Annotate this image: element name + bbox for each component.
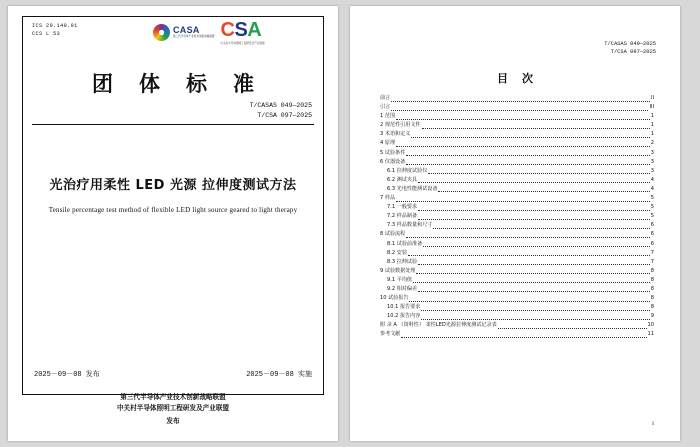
toc-entry-label: 7 样品 (380, 195, 396, 202)
toc-entry-label: 7.2 样品制备 (387, 213, 418, 220)
toc-entry-label: 9.1 平均值 (387, 276, 413, 283)
toc-leader-dots (409, 300, 649, 302)
toc-entry-label: 7.3 样品数量和尺寸 (387, 222, 433, 229)
toc-page (350, 6, 680, 441)
toc-leader-dots (401, 336, 646, 338)
toc-entry-label: 6.3 光电性能测试设备 (387, 185, 438, 192)
toc-entry[interactable] (380, 303, 654, 312)
toc-entry-label: 10.2 报告内容 (387, 313, 421, 320)
toc-leader-dots (396, 200, 650, 202)
toc-leader-dots (428, 172, 649, 174)
toc-entry-page: 8 (650, 295, 654, 302)
toc-entry-label: 6 仪器设备 (380, 158, 406, 165)
csa-subtitle: 中关村半导体照明工程研发及产业联盟 (220, 42, 265, 45)
toc-entry-page: 7 (650, 249, 654, 256)
casa-logo (153, 24, 215, 41)
issue-label: 发布 (166, 417, 180, 425)
toc-entry-label: 8.2 安装 (387, 249, 407, 256)
toc-entry-label: 9.2 相对偏差 (387, 285, 418, 292)
toc-leader-dots (391, 109, 648, 111)
issuer-line-1: 第三代半导体产业技术创新战略联盟 (120, 393, 226, 401)
standard-numbers (250, 101, 312, 121)
standard-rule (32, 124, 314, 125)
toc-entry-label: 3 术语和定义 (380, 131, 411, 138)
toc-entry[interactable] (380, 240, 654, 249)
toc-entry[interactable] (380, 276, 654, 285)
toc-entry-page: 5 (650, 204, 654, 211)
toc-entry[interactable] (380, 194, 654, 203)
toc-entry[interactable] (380, 285, 654, 294)
toc-entry-page: 8 (650, 267, 654, 274)
toc-entry-page: 11 (647, 331, 654, 338)
toc-entry[interactable] (380, 112, 654, 121)
toc-leader-dots (406, 163, 650, 165)
toc-entry-label: 6.1 拉伸度试验仪 (387, 167, 428, 174)
toc-entry-label: 8.3 拉伸试验 (387, 258, 418, 265)
toc-leader-dots (391, 100, 650, 102)
toc-entry-page: 3 (650, 149, 654, 156)
ccs-line: CCS L 53 (32, 31, 61, 37)
toc-entry-label: 6.2 测试夹具 (387, 176, 418, 183)
toc-entry-page: 5 (650, 195, 654, 202)
issuer-line-2: 中关村半导体照明工程研发及产业联盟 (116, 404, 230, 412)
toc-leader-dots (498, 327, 647, 329)
toc-header-numbers (604, 40, 656, 56)
toc-leader-dots (406, 154, 650, 156)
csa-logo (221, 20, 265, 45)
toc-entry-page: 4 (650, 185, 654, 192)
toc-entry-label: 7.1 一般要求 (387, 204, 418, 211)
toc-entry-page: 1 (650, 113, 654, 120)
toc-entry-label: 参考文献 (380, 331, 401, 338)
document-title-cn: 光治疗用柔性 LED 光源 拉伸度测试方法 (49, 178, 297, 193)
toc-entry-label: 8.1 试验前准备 (387, 240, 423, 247)
toc-entry-page: 3 (650, 167, 654, 174)
toc-entry-label: 10 试验报告 (380, 295, 409, 302)
toc-leader-dots (413, 281, 650, 283)
toc-list (380, 94, 654, 340)
toc-entry-page: 6 (650, 240, 654, 247)
toc-entry[interactable] (380, 149, 654, 158)
toc-title: 目次 (497, 72, 547, 85)
standard-number-casas: T/CASAS 049—2025 (249, 102, 312, 109)
toc-entry-page: II (650, 95, 654, 101)
toc-leader-dots (418, 181, 650, 183)
toc-leader-dots (411, 136, 649, 138)
casa-ring-icon (153, 24, 170, 41)
toc-leader-dots (416, 272, 649, 274)
toc-entry[interactable] (380, 130, 654, 139)
ics-block (32, 22, 78, 38)
toc-entry-page: 1 (650, 131, 654, 138)
toc-leader-dots (421, 318, 649, 320)
toc-entry-page: 1 (650, 122, 654, 129)
toc-entry[interactable] (380, 267, 654, 276)
toc-entry-page: 6 (650, 231, 654, 238)
toc-entry[interactable] (380, 185, 654, 194)
toc-leader-dots (418, 290, 650, 292)
toc-page-number: I (652, 421, 654, 427)
toc-leader-dots (423, 245, 650, 247)
toc-leader-dots (421, 309, 649, 311)
toc-entry-page: 5 (650, 213, 654, 220)
ics-line-1: ICS 29.140.01 (32, 23, 78, 29)
toc-entry-label: 4 原理 (380, 140, 396, 147)
toc-leader-dots (418, 263, 650, 265)
cover-dates (34, 369, 312, 379)
toc-entry-label: 8 试验流程 (380, 231, 406, 238)
toc-leader-dots (433, 227, 649, 229)
casa-name: CASA (173, 25, 200, 36)
toc-entry-label: 附 录 A （资料性） 柔性LED光源拉伸度测试记录表 (380, 322, 497, 329)
toc-entry-page: 6 (650, 222, 654, 229)
toc-entry[interactable] (380, 321, 654, 330)
casa-subtitle: 第三代半导体产业技术创新战略联盟 (173, 35, 215, 39)
document-title-en: Tensile percentage test method of flexible LED light source geared to light therapy (48, 206, 298, 214)
issue-date: 2025－09－08 发布 (34, 371, 100, 379)
toc-entry[interactable] (380, 249, 654, 258)
toc-entry-page: III (649, 104, 654, 111)
toc-entry[interactable] (380, 221, 654, 230)
toc-entry-label: 引言 (380, 104, 391, 111)
toc-entry[interactable] (380, 330, 654, 339)
cover-page (8, 6, 338, 441)
toc-entry-page: 3 (650, 158, 654, 165)
toc-entry-page: 4 (650, 176, 654, 183)
standard-type-title: 团体标准 (92, 72, 280, 96)
toc-entry[interactable] (380, 294, 654, 303)
toc-entry[interactable] (380, 203, 654, 212)
toc-leader-dots (418, 218, 650, 220)
toc-entry[interactable] (380, 258, 654, 267)
toc-leader-dots (438, 190, 649, 192)
toc-entry-label: 10.1 报告要求 (387, 304, 421, 311)
toc-entry-page: 2 (650, 140, 654, 147)
csa-wordmark: CSA (220, 19, 262, 41)
toc-entry-page: 10 (647, 322, 654, 329)
logo-group (153, 20, 265, 45)
toc-entry-page: 8 (650, 304, 654, 311)
toc-entry-label: 9 试验数据处理 (380, 267, 416, 274)
toc-leader-dots (422, 127, 650, 129)
toc-leader-dots (408, 254, 650, 256)
toc-leader-dots (396, 145, 650, 147)
effective-date: 2025－09－08 实施 (246, 371, 312, 379)
toc-entry[interactable] (380, 158, 654, 167)
toc-entry-page: 7 (650, 258, 654, 265)
toc-entry-label: 2 规范性引用文件 (380, 122, 421, 129)
toc-entry[interactable] (380, 176, 654, 185)
toc-leader-dots (406, 236, 650, 238)
toc-entry-label: 5 试验条件 (380, 149, 406, 156)
toc-entry[interactable] (380, 94, 654, 103)
casa-wordmark (173, 26, 215, 39)
toc-entry-page: 8 (650, 285, 654, 292)
toc-entry[interactable] (380, 139, 654, 148)
toc-header-casas: T/CASAS 049—2025 (604, 41, 656, 47)
toc-entry-page: 8 (650, 276, 654, 283)
issuer-block (8, 392, 338, 427)
toc-entry-page: 9 (650, 313, 654, 320)
standard-number-csa: T/CSA 097—2025 (257, 112, 312, 119)
toc-entry[interactable] (380, 230, 654, 239)
toc-entry-label: 1 范围 (380, 113, 396, 120)
toc-entry[interactable] (380, 121, 654, 130)
toc-entry[interactable] (380, 167, 654, 176)
toc-entry[interactable] (380, 103, 654, 112)
toc-entry[interactable] (380, 312, 654, 321)
toc-header-csa: T/CSA 097—2025 (610, 49, 656, 55)
toc-entry[interactable] (380, 212, 654, 221)
toc-leader-dots (418, 209, 650, 211)
toc-leader-dots (396, 118, 650, 120)
toc-entry-label: 前言 (380, 95, 391, 101)
